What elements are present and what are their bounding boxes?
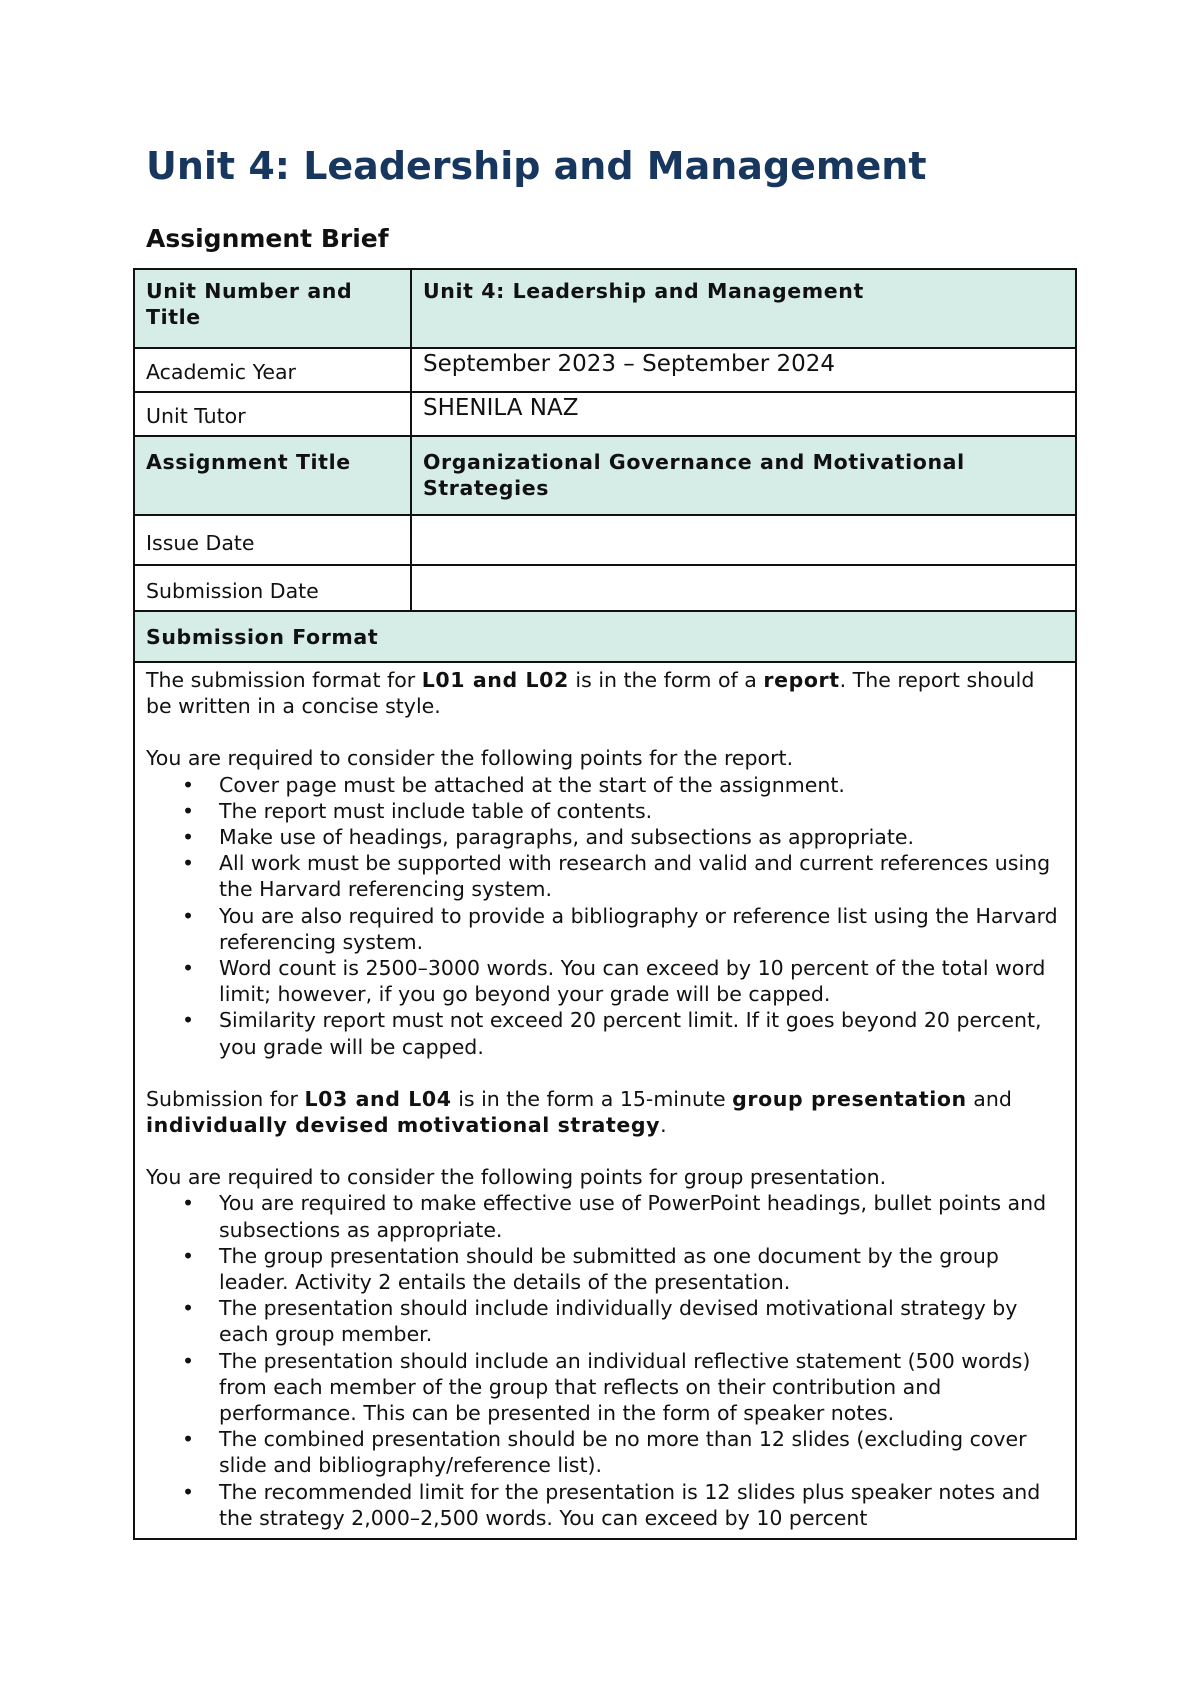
- table-row: [134, 515, 1076, 565]
- row-value: [411, 515, 1076, 565]
- text: is in the form of a: [568, 668, 764, 692]
- table-row: [134, 348, 1076, 392]
- submission-format-body: [134, 662, 1076, 1539]
- table-row: [134, 269, 1076, 348]
- submission-format-header: [134, 611, 1076, 662]
- list-item: • The presentation should include an individual reflective statement (500 words) from each member of the group that reflects on their contribution and performance. This can be presented in the form of speaker notes.: [219, 1348, 1065, 1427]
- section-heading: Submission Format: [134, 611, 1076, 662]
- table-row: [134, 436, 1076, 515]
- row-label: Unit Tutor: [134, 392, 411, 436]
- list-item: • Similarity report must not exceed 20 percent limit. If it goes beyond 20 percent, you grade will be capped.: [219, 1007, 1065, 1059]
- row-value: Unit 4: Leadership and Management: [411, 269, 1076, 348]
- report-intro: You are required to consider the following points for the report.: [146, 746, 794, 771]
- row-label: Unit Number and Title: [134, 269, 411, 348]
- list-item: • The combined presentation should be no more than 12 slides (excluding cover slide and bibliography/reference list).: [219, 1426, 1065, 1478]
- text: and: [966, 1086, 1012, 1111]
- row-value: [411, 565, 1076, 611]
- row-label: Submission Date: [134, 565, 411, 611]
- list-item: • The recommended limit for the presentation is 12 slides plus speaker notes and the strategy 2,000–2,500 words. You can exceed by 10 percent: [219, 1479, 1065, 1531]
- text: is in the form a 15-minute: [451, 1086, 733, 1111]
- report-points-list: [146, 772, 1065, 1060]
- row-label: Academic Year: [134, 348, 411, 392]
- row-value: Organizational Governance and Motivational Strategies: [411, 436, 1076, 515]
- row-value: September 2023 – September 2024: [411, 348, 1076, 392]
- bold-text: report: [763, 668, 840, 692]
- row-label: Assignment Title: [134, 436, 411, 515]
- list-item: • You are required to make effective use of PowerPoint headings, bullet points and subsections as appropriate.: [219, 1190, 1065, 1242]
- bold-text: group presentation: [732, 1086, 967, 1111]
- format-content: [134, 662, 1076, 1539]
- row-value: SHENILA NAZ: [411, 392, 1076, 436]
- list-item: • Word count is 2500–3000 words. You can exceed by 10 percent of the total word limit; however, if you go beyond your grade will be capped.: [219, 955, 1065, 1007]
- bold-text: individually devised motivational strategy: [146, 1113, 661, 1138]
- presentation-intro: You are required to consider the following points for group presentation.: [146, 1165, 887, 1190]
- text: The submission format for: [146, 668, 422, 692]
- table-row: [134, 565, 1076, 611]
- section-subtitle: Assignment Brief: [146, 224, 389, 253]
- text: . The report should be written in a concise style.: [146, 668, 1035, 719]
- list-item: • You are also required to provide a bibliography or reference list using the Harvard referencing system.: [219, 903, 1065, 955]
- text: .: [660, 1113, 667, 1138]
- text: Submission for: [146, 1086, 305, 1111]
- bold-text: L03 and L04: [304, 1086, 452, 1111]
- report-format-paragraph: [146, 667, 1065, 719]
- assignment-brief-table: [133, 268, 1077, 1540]
- list-item: • Make use of headings, paragraphs, and subsections as appropriate.: [219, 824, 1065, 850]
- table-row: [134, 392, 1076, 436]
- page-title: Unit 4: Leadership and Management: [146, 144, 927, 188]
- presentation-format-paragraph: [146, 1086, 1065, 1138]
- row-label: Issue Date: [134, 515, 411, 565]
- list-item: • All work must be supported with research and valid and current references using the Harvard referencing system.: [219, 850, 1065, 902]
- presentation-points-list: [146, 1190, 1065, 1531]
- list-item: • Cover page must be attached at the start of the assignment.: [219, 772, 1065, 798]
- list-item: • The presentation should include individually devised motivational strategy by each group member.: [219, 1295, 1065, 1347]
- list-item: • The group presentation should be submitted as one document by the group leader. Activity 2 entails the details of the presentation.: [219, 1243, 1065, 1295]
- bold-text: L01 and L02: [421, 668, 569, 692]
- list-item: • The report must include table of contents.: [219, 798, 1065, 824]
